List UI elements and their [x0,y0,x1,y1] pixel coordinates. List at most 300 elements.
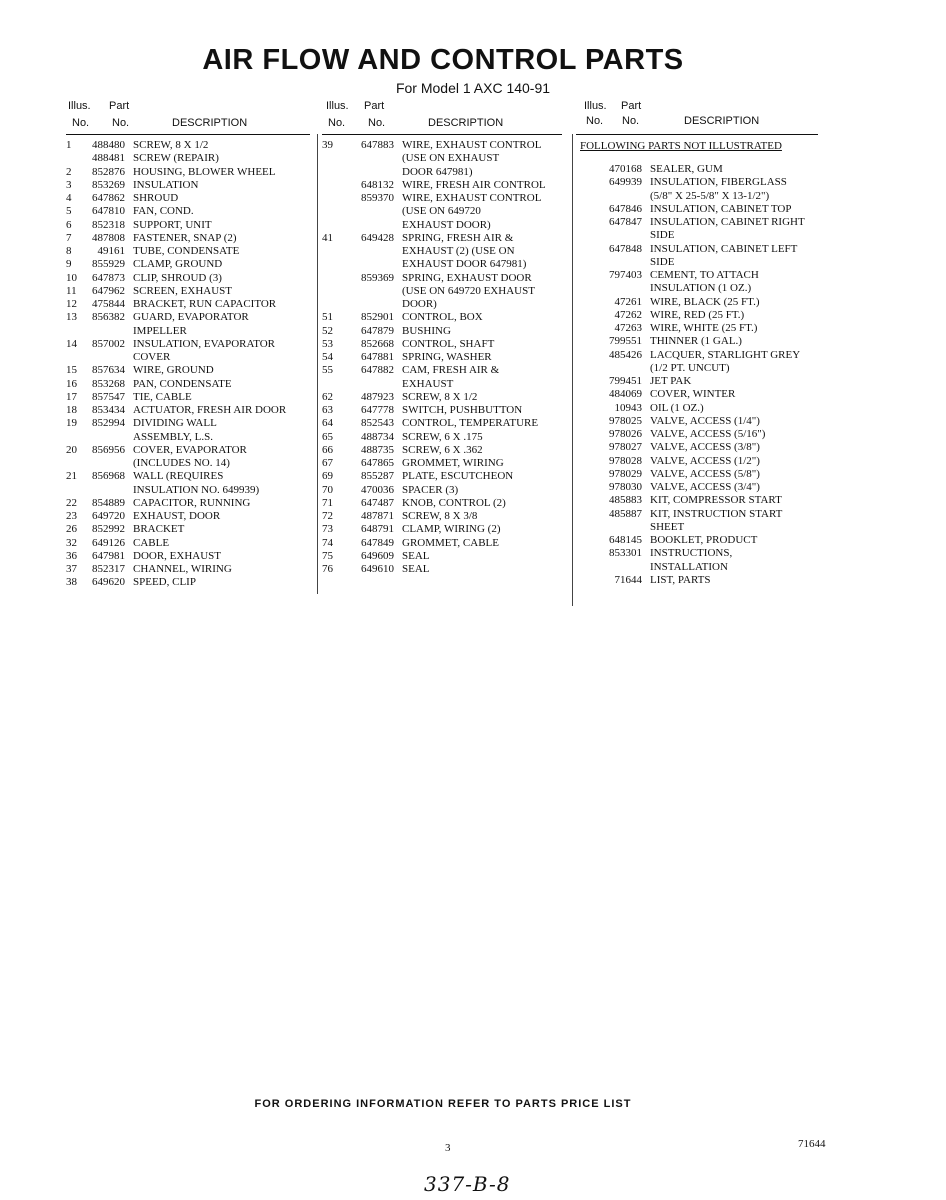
table-row [66,391,310,404]
part-description: WALL (REQUIRES [133,470,224,483]
illus-no: 17 [66,390,77,403]
part-no: 647881 [361,351,394,363]
illus-no [66,484,81,497]
part-description: CAPACITOR, RUNNING [133,496,251,509]
part-no: 978026 [609,428,642,440]
table-row [322,245,562,258]
part-description: VALVE, ACCESS (5/8") [650,467,760,480]
part-no: 857547 [92,390,125,403]
part-description: ACTUATOR, FRESH AIR DOOR [133,404,287,416]
illus-no: 53 [322,337,333,350]
part-no: 470168 [609,163,642,175]
part-no: 978027 [609,441,642,454]
column-header [66,100,310,135]
table-row [66,537,310,550]
illus-no [66,152,81,165]
illus-no [322,258,344,271]
part-description: VALVE, ACCESS (5/16") [650,428,766,440]
part-no: 647862 [92,192,125,204]
table-row [66,258,310,271]
part-description: SWITCH, PUSHBUTTON [402,404,523,416]
table-row [576,481,822,494]
part-no: 649126 [92,536,125,549]
part-no: 852317 [92,563,125,575]
part-no: 470036 [361,483,394,496]
part-no: 647882 [361,364,394,377]
table-row [576,494,822,507]
part-description: SCREW (REPAIR) [133,152,219,165]
part-no: 647846 [609,202,642,215]
table-row [66,550,310,563]
part-no [344,285,402,298]
part-description: INSTALLATION [650,560,728,573]
header-part-no: No. [622,115,640,127]
part-description: IMPELLER [133,324,187,337]
part-description: COVER, EVAPORATOR [133,443,247,456]
part-no: 852876 [92,165,125,178]
part-no [344,378,402,391]
part-no: 488480 [92,139,125,151]
part-no: 855929 [92,258,125,271]
table-row [322,152,562,165]
part-description: CABLE [133,536,170,549]
part-description: SEAL [402,563,430,575]
part-description: (INCLUDES NO. 14) [133,457,230,469]
part-description: PLATE, ESCUTCHEON [402,470,514,483]
table-row [322,325,562,338]
part-no: 649939 [609,176,642,189]
illus-no [66,457,81,470]
part-description: LIST, PARTS [650,573,711,586]
table-row [322,258,562,271]
table-row [66,378,310,391]
part-no [576,190,650,203]
part-no [81,431,133,444]
part-no: 647981 [92,549,125,562]
table-row [322,179,562,192]
part-no [576,362,650,375]
illus-no: 13 [66,311,77,324]
part-no: 853434 [92,404,125,416]
part-description: SCREW, 8 X 1/2 [133,139,209,151]
part-description: SPRING, WASHER [402,351,492,363]
part-no [576,229,650,242]
part-no: 71644 [614,573,642,586]
parts-list [322,139,562,576]
part-description: CONTROL, BOX [402,311,483,324]
part-no: 857002 [92,337,125,350]
part-description: EXHAUST DOOR 647981) [402,258,527,271]
table-row [322,523,562,536]
table-row [66,152,310,165]
part-no: 978025 [609,414,642,427]
table-row [576,561,822,574]
part-description: WIRE, EXHAUST CONTROL [402,139,542,151]
part-no: 859370 [361,192,394,204]
part-description: INSULATION, FIBERGLASS [650,176,787,189]
table-row [322,417,562,430]
part-description: INSULATION (1 OZ.) [650,282,752,295]
table-row [322,550,562,563]
part-description: SIDE [650,229,675,242]
part-no: 488481 [92,152,125,165]
table-row [66,364,310,377]
part-description: BOOKLET, PRODUCT [650,534,758,546]
table-row [576,203,822,216]
parts-column-3 [576,100,822,587]
part-no [576,282,650,295]
part-no: 647849 [361,536,394,549]
page-subtitle: For Model 1 AXC 140-91 [395,80,551,96]
part-no: 649609 [361,549,394,562]
part-description: ASSEMBLY, L.S. [133,430,213,443]
part-description: DOOR, EXHAUST [133,549,221,562]
part-no: 647487 [361,496,394,509]
table-row [322,510,562,523]
table-row [66,417,310,430]
table-row [322,404,562,417]
part-description: SCREW, 6 X .175 [402,430,483,443]
part-no: 853268 [92,377,125,390]
table-row [66,205,310,218]
table-row [322,497,562,510]
table-row [576,574,822,587]
table-row [576,468,822,481]
illus-no [322,205,344,218]
part-description: HOUSING, BLOWER WHEEL [133,165,276,178]
table-row [576,375,822,388]
illus-no [322,192,344,205]
part-no: 647810 [92,205,125,218]
header-illus-no: No. [72,117,90,129]
illus-no: 20 [66,443,77,456]
part-description: INSULATION NO. 649939) [133,483,260,496]
part-no: 647883 [361,139,394,151]
part-no: 647848 [609,242,642,255]
illus-no: 76 [322,563,333,575]
header-part-no: No. [368,117,386,129]
header-description: DESCRIPTION [172,117,248,129]
illus-no [322,166,344,179]
illus-no: 1 [66,139,72,151]
column-divider [572,134,573,606]
page-number: 3 [445,1142,451,1154]
table-row [322,537,562,550]
part-description: BRACKET [133,523,185,536]
illus-no [322,219,344,232]
part-description: INSULATION, CABINET LEFT [650,242,798,255]
header-illus-no: No. [586,115,604,127]
illus-no: 70 [322,483,333,496]
table-row [576,508,822,521]
table-row [322,139,562,152]
illus-no: 6 [66,218,72,231]
illus-no: 2 [66,165,72,178]
part-no: 649610 [361,563,394,575]
part-description: KNOB, CONTROL (2) [402,496,506,509]
table-row [66,497,310,510]
illus-no: 16 [66,377,77,390]
header-illus: Illus. [326,100,349,112]
part-no: 475844 [92,298,125,310]
table-row [66,219,310,232]
part-description: TUBE, CONDENSATE [133,245,240,257]
illus-no: 5 [66,205,72,218]
part-no: 856956 [92,443,125,456]
handwritten-note: 337-B-8 [424,1172,511,1196]
table-row [322,166,562,179]
illus-no [322,179,344,192]
part-no: 47263 [614,322,642,334]
part-description: EXHAUST (2) (USE ON [402,245,515,257]
part-description: DOOR) [402,298,437,310]
table-row [66,166,310,179]
table-row [322,391,562,404]
column-header [576,100,818,135]
part-no: 799551 [609,335,642,348]
part-no: 647847 [609,216,642,228]
table-row [322,364,562,377]
table-row [576,402,822,415]
part-description: CHANNEL, WIRING [133,563,232,575]
part-no: 487923 [361,390,394,403]
table-row [576,163,822,176]
table-row [576,441,822,454]
part-description: INSULATION, EVAPORATOR [133,337,275,350]
illus-no: 19 [66,417,77,430]
part-description: SEAL [402,549,430,562]
part-description: SPRING, FRESH AIR & [402,231,514,244]
illus-no [322,378,344,391]
table-row [66,444,310,457]
part-description: WIRE, FRESH AIR CONTROL [402,178,546,191]
table-row [322,192,562,205]
part-description: (5/8" X 25-5/8" X 13-1/2") [650,189,770,202]
part-description: SHROUD [133,192,179,204]
illus-no: 71 [322,496,333,509]
part-description: BRACKET, RUN CAPACITOR [133,298,277,310]
table-row [322,311,562,324]
part-no [81,351,133,364]
part-no: 485887 [609,507,642,520]
illus-no [322,285,344,298]
table-row [66,484,310,497]
illus-no: 22 [66,496,77,509]
illus-no: 67 [322,457,333,469]
illus-no: 64 [322,417,333,430]
part-no: 855287 [361,470,394,483]
header-illus-no: No. [328,117,346,129]
table-row [576,256,822,269]
table-row [322,272,562,285]
illus-no: 18 [66,404,77,416]
part-description: KIT, INSTRUCTION START [650,507,783,520]
illus-no: 72 [322,510,333,522]
table-row [66,285,310,298]
part-no: 853269 [92,178,125,191]
part-no: 852994 [92,417,125,430]
part-description: OIL (1 OZ.) [650,401,704,414]
part-description: BUSHING [402,324,451,337]
table-row [66,576,310,589]
part-description: SHEET [650,520,685,533]
table-row [576,415,822,428]
part-no: 648145 [609,534,642,546]
table-row [66,510,310,523]
part-description: VALVE, ACCESS (1/2") [650,454,760,467]
part-no: 488735 [361,443,394,456]
table-row [66,179,310,192]
header-part-no: No. [112,117,130,129]
table-row [322,219,562,232]
part-description: SPACER (3) [402,483,459,496]
part-no: 852901 [361,311,394,324]
illus-no [322,298,344,311]
part-description: EXHAUST, DOOR [133,510,221,522]
table-row [576,216,822,229]
part-description: SPEED, CLIP [133,576,196,589]
part-description: VALVE, ACCESS (3/4") [650,481,760,493]
table-row [66,232,310,245]
part-description: FAN, COND. [133,205,194,218]
table-row [576,534,822,547]
table-row [576,322,822,335]
table-row [576,190,822,203]
part-description: INSULATION, CABINET RIGHT [650,216,805,228]
part-no: 49161 [97,245,125,257]
part-no: 978029 [609,467,642,480]
illus-no: 21 [66,470,77,483]
table-row [576,335,822,348]
part-description: JET PAK [650,375,692,387]
table-row [322,338,562,351]
table-row [66,272,310,285]
part-no: 485883 [609,494,642,507]
header-part: Part [109,100,130,112]
part-description: SCREW, 8 X 3/8 [402,510,478,522]
table-row [66,470,310,483]
part-description: LACQUER, STARLIGHT GREY [650,348,801,361]
part-no [81,484,133,497]
illus-no: 55 [322,364,333,377]
header-part: Part [621,100,642,112]
part-no [81,457,133,470]
table-row [322,285,562,298]
illus-no: 63 [322,404,333,416]
part-no: 978030 [609,481,642,493]
part-description: SCREW, 6 X .362 [402,443,483,456]
table-row [66,523,310,536]
table-row [66,311,310,324]
table-row [66,325,310,338]
parts-column-2 [322,100,562,576]
illus-no: 41 [322,231,333,244]
table-row [576,455,822,468]
part-no: 647873 [92,271,125,284]
illus-no [322,245,344,258]
part-no [576,521,650,534]
part-no [344,258,402,271]
part-description: SIDE [650,255,675,268]
part-description: CLAMP, WIRING (2) [402,523,501,536]
part-description: INSULATION [133,178,199,191]
part-no [344,152,402,165]
part-no: 649720 [92,510,125,522]
part-no: 647879 [361,324,394,337]
part-description: DOOR 647981) [402,165,473,178]
part-no [344,219,402,232]
table-row [66,457,310,470]
illus-no: 66 [322,443,333,456]
part-no: 647962 [92,284,125,297]
table-row [576,521,822,534]
part-no: 854889 [92,496,125,509]
table-row [576,309,822,322]
part-no: 857634 [92,364,125,377]
illus-no: 74 [322,536,333,549]
table-row [66,192,310,205]
part-no: 649620 [92,576,125,589]
part-description: WIRE, WHITE (25 FT.) [650,322,758,334]
part-description: THINNER (1 GAL.) [650,335,742,348]
part-no: 47262 [614,308,642,321]
part-no: 797403 [609,269,642,281]
header-illus: Illus. [68,100,91,112]
ordering-info-footer: FOR ORDERING INFORMATION REFER TO PARTS PRICE LIST [254,1098,632,1110]
part-no: 856968 [92,470,125,483]
table-row [322,484,562,497]
table-row [322,444,562,457]
header-illus: Illus. [584,100,607,112]
part-no [344,298,402,311]
table-row [576,428,822,441]
table-row [322,457,562,470]
part-description: GUARD, EVAPORATOR [133,311,249,324]
illus-no: 4 [66,192,72,204]
part-description: COVER [133,351,171,363]
part-no: 978028 [609,454,642,467]
table-row [66,431,310,444]
part-no: 649428 [361,231,394,244]
part-description: EXHAUST [402,377,454,390]
part-no: 852318 [92,218,125,231]
table-row [576,229,822,242]
illus-no: 37 [66,563,77,575]
table-row [576,243,822,256]
part-no: 648132 [361,178,394,191]
illus-no: 26 [66,523,77,536]
table-row [576,176,822,189]
part-description: WIRE, RED (25 FT.) [650,308,745,321]
part-description: VALVE, ACCESS (1/4") [650,414,760,427]
part-description: CONTROL, TEMPERATURE [402,417,539,430]
table-row [66,338,310,351]
part-description: CONTROL, SHAFT [402,337,495,350]
illus-no: 14 [66,337,77,350]
table-row [66,351,310,364]
illus-no: 65 [322,430,333,443]
illus-no: 39 [322,139,333,151]
illus-no: 23 [66,510,77,522]
illus-no: 3 [66,178,72,191]
not-illustrated-heading: FOLLOWING PARTS NOT ILLUSTRATED [580,140,782,152]
part-no: 488734 [361,430,394,443]
part-no: 648791 [361,523,394,536]
table-row [66,139,310,152]
part-description: SUPPORT, UNIT [133,218,212,231]
table-row [66,245,310,258]
part-description: CEMENT, TO ATTACH [650,269,759,281]
